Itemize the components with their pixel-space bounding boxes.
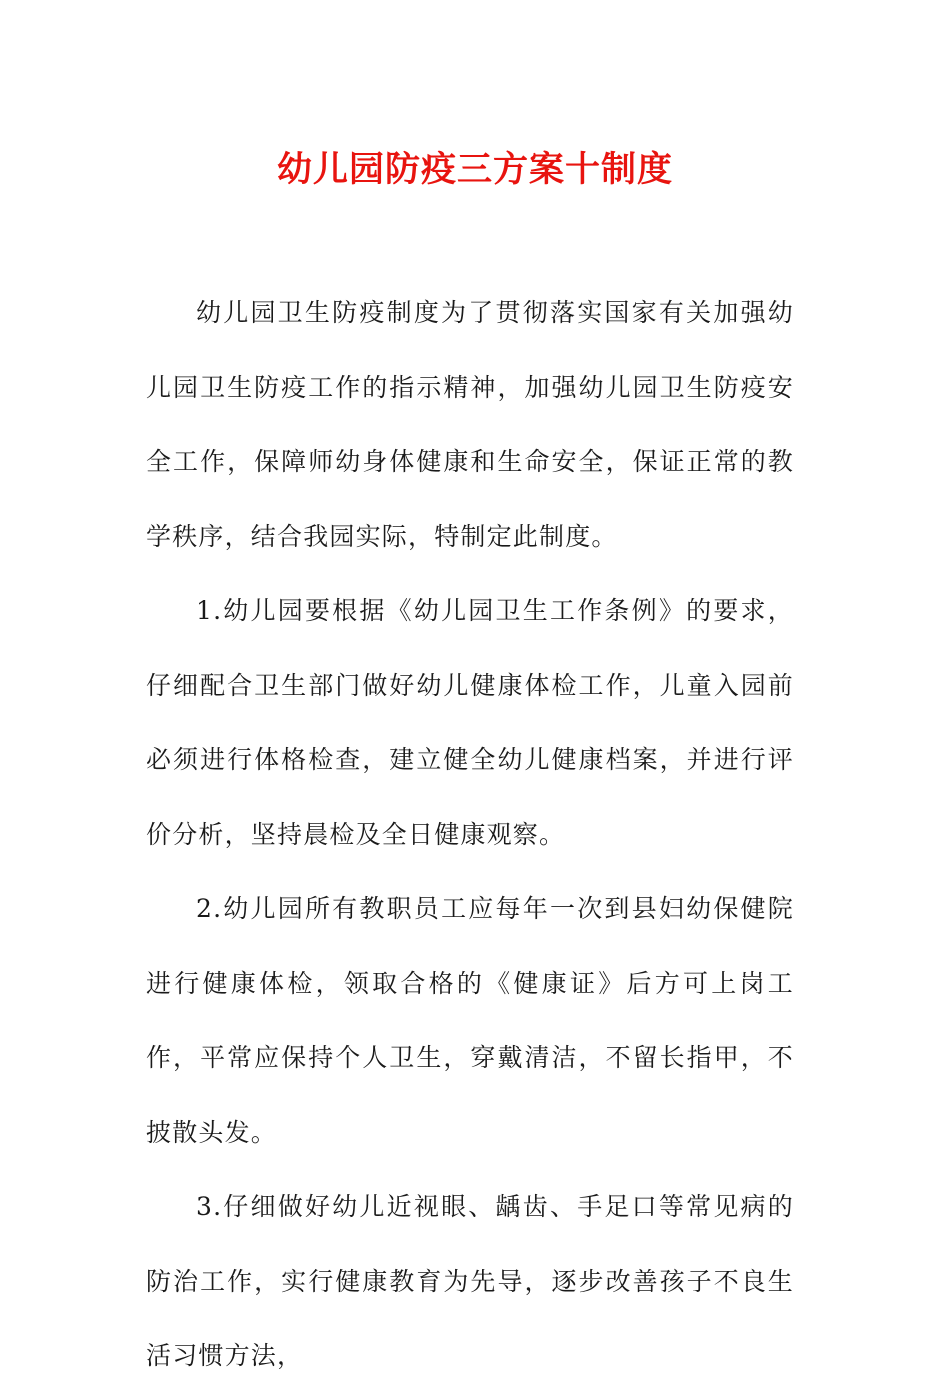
paragraph-item-1: 1.幼儿园要根据《幼儿园卫生工作条例》的要求，仔细配合卫生部门做好幼儿健康体检工作，儿童入园前必须进行体格检查，建立健全幼儿健康档案，并进行评价分析，坚持晨检及全日健康观察。 <box>146 596 794 849</box>
paragraph-item-2: 2.幼儿园所有教职员工应每年一次到县妇幼保健院进行健康体检，领取合格的《健康证》后方可上岗工作，平常应保持个人卫生，穿戴清洁，不留长指甲，不披散头发。 <box>146 894 794 1147</box>
document-body <box>146 276 794 1394</box>
paragraph-intro: 幼儿园卫生防疫制度为了贯彻落实国家有关加强幼儿园卫生防疫工作的指示精神，加强幼儿园卫生防疫安全工作，保障师幼身体健康和生命安全，保证正常的教学秩序，结合我园实际，特制定此制度。 <box>146 298 794 551</box>
document-title: 幼儿园防疫三方案十制度 <box>276 150 673 190</box>
paragraph-item-3: 3.仔细做好幼儿近视眼、龋齿、手足口等常见病的防治工作，实行健康教育为先导，逐步改善孩子不良生活习惯方法， <box>146 1192 794 1370</box>
